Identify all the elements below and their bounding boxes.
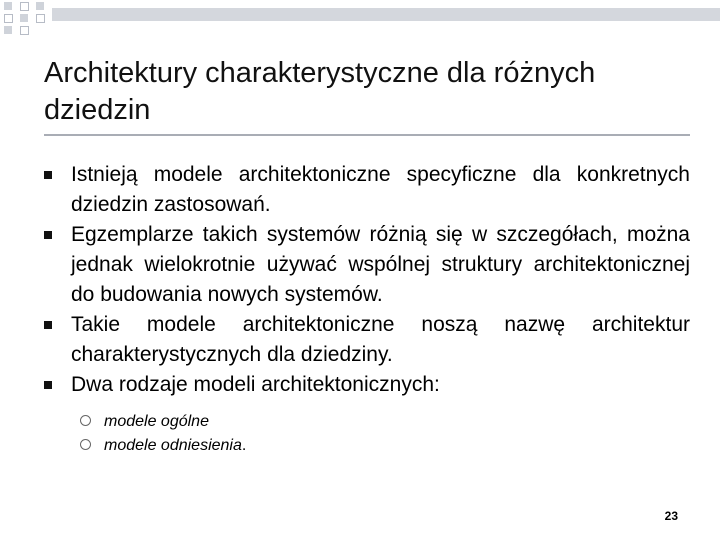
bullet-text: Takie modele architektoniczne noszą nazwę architektur charakterystycznych dla dziedziny.	[71, 313, 690, 366]
bullet-text: Dwa rodzaje modeli architektonicznych:	[71, 373, 440, 396]
bullet-list	[44, 160, 690, 400]
sub-bullet-text: modele ogólne	[104, 413, 209, 430]
sub-bullet-item	[80, 410, 480, 434]
bullet-item	[44, 310, 690, 370]
sub-bullet-list	[80, 410, 480, 458]
circle-bullet-icon	[80, 439, 91, 450]
bullet-item	[44, 370, 690, 400]
decorative-checker-pattern	[0, 0, 60, 45]
bullet-item	[44, 220, 690, 310]
square-bullet-icon	[44, 381, 52, 389]
square-bullet-icon	[44, 171, 52, 179]
header-band	[52, 8, 720, 21]
sub-bullet-suffix: .	[241, 437, 247, 454]
bullet-text: Istnieją modele architektoniczne specyficzne dla konkretnych dziedzin zastosowań.	[71, 163, 690, 216]
slide-title: Architektury charakterystyczne dla różnych dziedzin	[44, 57, 596, 126]
title-divider	[44, 134, 690, 136]
sub-bullet-text: modele odniesienia	[104, 437, 242, 454]
bullet-item	[44, 160, 690, 220]
square-bullet-icon	[44, 321, 52, 329]
circle-bullet-icon	[80, 415, 91, 426]
page-number: 23	[664, 509, 678, 523]
bullet-text: Egzemplarze takich systemów różnią się w szczegółach, można jednak wielokrotnie używać wspólnej struktury architektonicznej do budowania nowych systemów.	[71, 223, 690, 306]
square-bullet-icon	[44, 231, 52, 239]
sub-bullet-item	[80, 434, 480, 458]
